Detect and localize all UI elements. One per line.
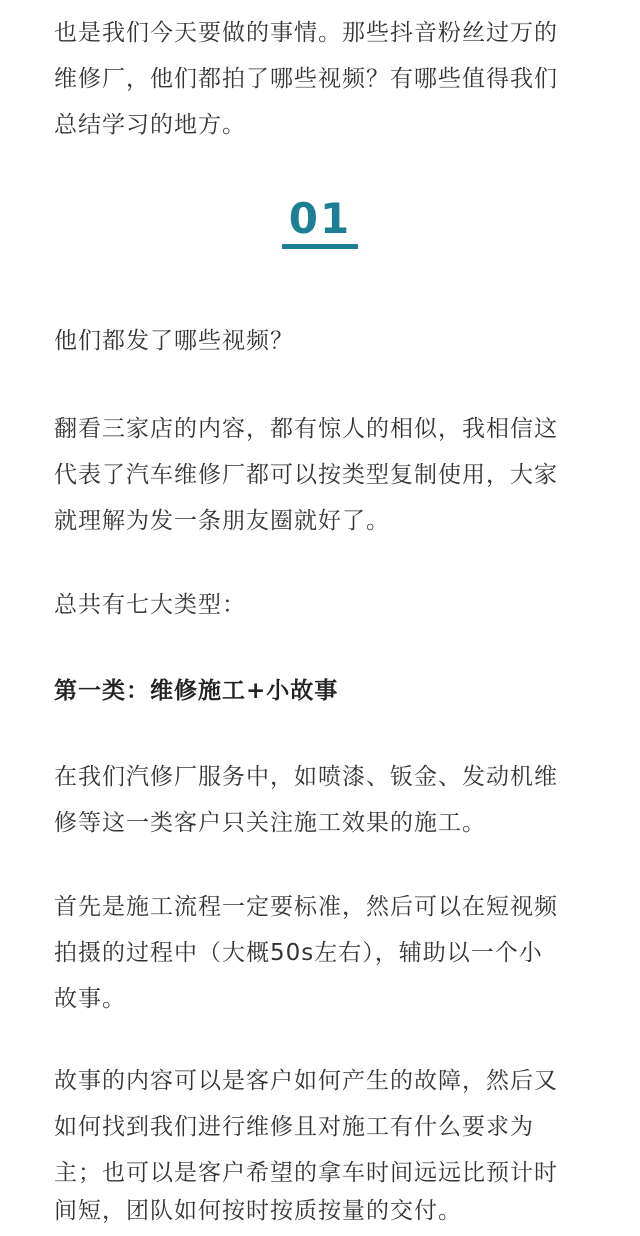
section-underline: [282, 244, 358, 249]
story-line-3: 主；也可以是客户希望的拿车时间远远比预计时: [54, 1160, 558, 1186]
story-line-1: 故事的内容可以是客户如何产生的故障，然后又: [54, 1068, 558, 1094]
process-line-1: 首先是施工流程一定要标准，然后可以在短视频: [54, 894, 558, 920]
story-line-2: 如何找到我们进行维修且对施工有什么要求为: [54, 1114, 534, 1140]
observation-line-3: 就理解为发一条朋友圈就好了。: [54, 508, 390, 534]
section-marker: [282, 194, 358, 250]
observation-line-1: 翻看三家店的内容，都有惊人的相似，我相信这: [54, 416, 558, 442]
intro-line-2: 维修厂，他们都拍了哪些视频？有哪些值得我们: [54, 66, 558, 92]
type1-desc-line-1: 在我们汽修厂服务中，如喷漆、钣金、发动机维: [54, 764, 558, 790]
type1-heading: 第一类：维修施工+小故事: [54, 678, 339, 704]
process-line-3: 故事。: [54, 986, 126, 1012]
question-line: 他们都发了哪些视频？: [54, 328, 294, 354]
story-line-4: 间短，团队如何按时按质按量的交付。: [54, 1198, 462, 1224]
section-number: 01: [288, 194, 352, 243]
type1-desc-line-2: 修等这一类客户只关注施工效果的施工。: [54, 810, 486, 836]
observation-line-2: 代表了汽车维修厂都可以按类型复制使用，大家: [54, 462, 558, 488]
process-line-2: 拍摄的过程中（大概50s左右），辅助以一个小: [54, 940, 543, 966]
types-intro-line: 总共有七大类型：: [54, 592, 246, 618]
intro-line-3: 总结学习的地方。: [54, 112, 246, 138]
intro-line-1: 也是我们今天要做的事情。那些抖音粉丝过万的: [54, 20, 558, 46]
